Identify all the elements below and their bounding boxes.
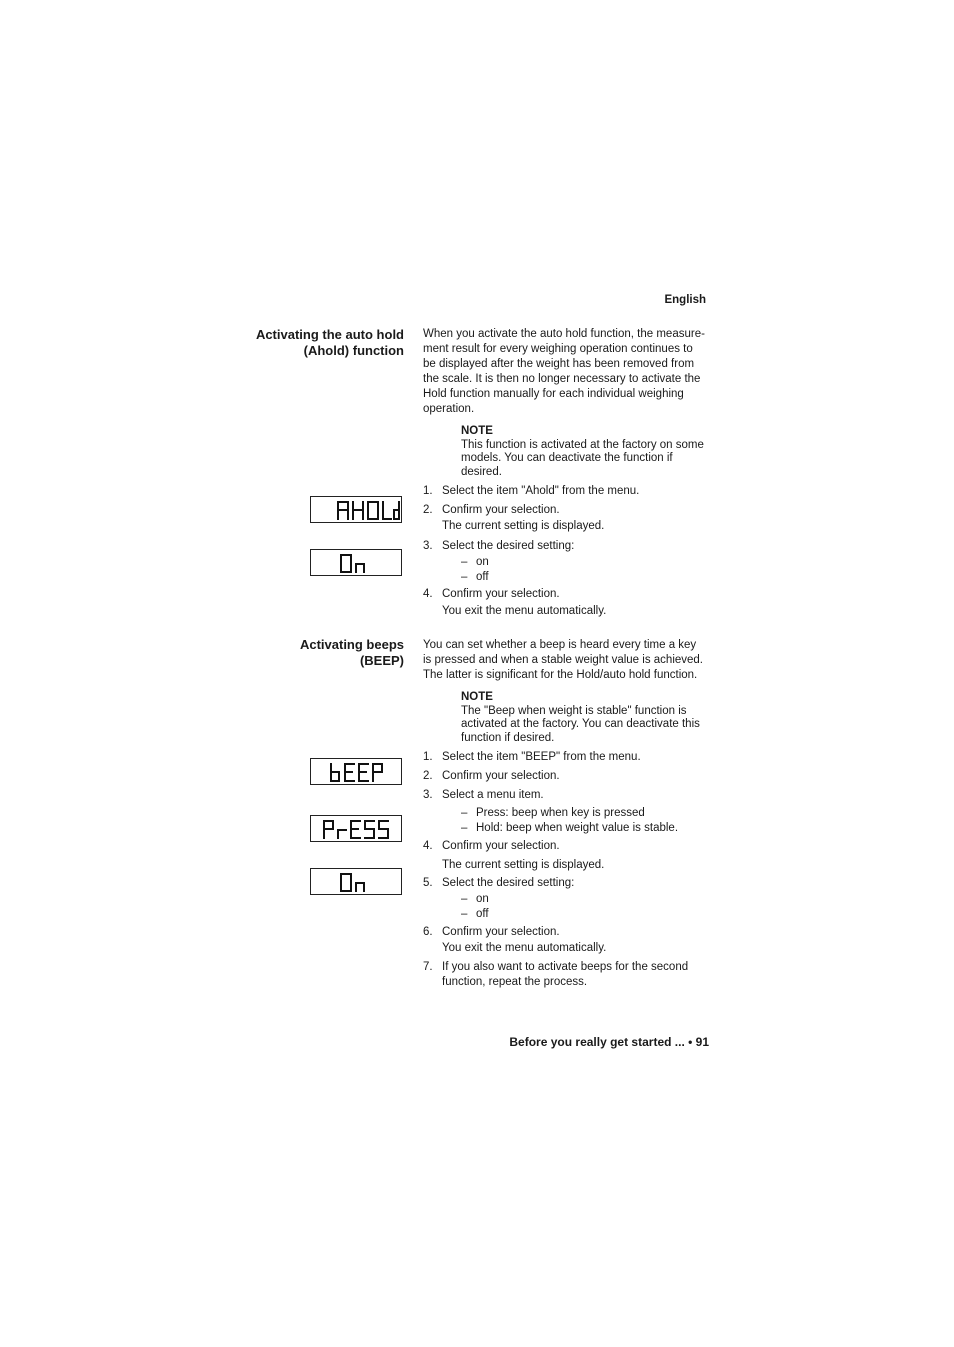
note-line: activated at the factory. You can deactivate this	[461, 718, 700, 730]
lcd-on-graphic	[311, 550, 403, 577]
paragraph-line: The latter is significant for the Hold/auto hold function.	[423, 669, 698, 681]
paragraph-line: operation.	[423, 403, 475, 415]
option-text: Hold: beep when weight value is stable.	[476, 822, 679, 834]
step-text: Select the desired setting:	[442, 540, 575, 552]
dash-bullet: –	[461, 822, 468, 834]
option-item	[461, 806, 713, 821]
dash-bullet: –	[461, 571, 468, 583]
step-number: 3.	[423, 540, 433, 552]
paragraph-line: be displayed after the weight has been removed from	[423, 358, 695, 370]
paragraph-line: is pressed and when a stable weight value is achieved.	[423, 654, 704, 666]
step-text: Select the item "BEEP" from the menu.	[442, 751, 641, 763]
heading-line: Activating beeps	[299, 637, 404, 652]
note-beep	[461, 691, 713, 745]
step-text: Confirm your selection.	[442, 770, 560, 782]
note-line: function if desired.	[461, 731, 555, 744]
step-item	[423, 925, 713, 940]
step-text: Select the item "Ahold" from the menu.	[442, 485, 640, 497]
step-number: 6.	[423, 926, 433, 938]
note-title: NOTE	[461, 691, 493, 703]
step-text: Confirm your selection.	[442, 840, 560, 852]
lcd-display	[310, 549, 402, 576]
option-text: off	[476, 571, 489, 583]
step-number: 5.	[423, 877, 433, 889]
note-title: NOTE	[461, 425, 493, 437]
paragraph-line: When you activate the auto hold function, the measure-	[423, 328, 705, 340]
step-number: 1.	[423, 751, 433, 763]
option-item	[461, 892, 713, 907]
step-text: Select the desired setting:	[442, 877, 575, 889]
step-item	[423, 960, 713, 975]
heading-line: (Ahold) function	[303, 343, 404, 358]
heading-line: Activating the auto hold	[255, 327, 404, 342]
note-line: models. You can deactivate the function if	[461, 452, 673, 464]
dash-bullet: –	[461, 807, 468, 819]
step-number: 2.	[423, 504, 433, 516]
step-item	[423, 876, 713, 891]
step-text: Confirm your selection.	[442, 926, 560, 938]
step-number: 2.	[423, 770, 433, 782]
step-number: 4.	[423, 840, 433, 852]
paragraph-line: You can set whether a beep is heard every time a key	[423, 639, 697, 651]
step-subtext: The current setting is displayed.	[442, 859, 605, 871]
lcd-on-graphic	[311, 869, 403, 896]
option-text: Press: beep when key is pressed	[476, 807, 645, 819]
step-item	[423, 750, 713, 765]
language-label: English	[664, 294, 706, 306]
step-text: If you also want to activate beeps for the second	[442, 961, 689, 973]
step-text: Confirm your selection.	[442, 588, 560, 600]
step-text: Select a menu item.	[442, 789, 544, 801]
step-item	[423, 587, 713, 602]
paragraph-line: the scale. It is then no longer necessary to activate the	[423, 373, 701, 385]
paragraph-line: ment result for every weighing operation continues to	[423, 343, 693, 355]
step-text: Confirm your selection.	[442, 504, 560, 516]
lcd-display	[310, 868, 402, 895]
option-text: off	[476, 908, 489, 920]
option-item	[461, 570, 713, 585]
section-heading-ahold	[220, 327, 404, 359]
paragraph-line: Hold function manually for each individual weighing	[423, 388, 684, 400]
step-number: 3.	[423, 789, 433, 801]
dash-bullet: –	[461, 893, 468, 905]
lcd-display	[310, 758, 402, 785]
lcd-press-graphic	[311, 816, 403, 843]
option-text: on	[476, 556, 489, 568]
note-line: The "Beep when weight is stable" function is	[461, 704, 687, 717]
note-ahold	[461, 425, 713, 479]
step-item	[423, 484, 713, 499]
step-item	[423, 539, 713, 554]
option-item	[461, 821, 713, 836]
option-text: on	[476, 893, 489, 905]
intro-paragraph-ahold	[423, 327, 713, 417]
step-item	[423, 788, 713, 803]
note-line: This function is activated at the factory on some	[461, 438, 704, 451]
lcd-display	[310, 815, 402, 842]
lcd-ahold-graphic	[311, 497, 403, 524]
step-item	[423, 769, 713, 784]
heading-line: (BEEP)	[359, 653, 404, 668]
option-item	[461, 555, 713, 570]
option-item	[461, 907, 713, 922]
step-number: 1.	[423, 485, 433, 497]
step-subtext: function, repeat the process.	[442, 976, 588, 988]
section-heading-beep	[220, 637, 404, 669]
step-number: 7.	[423, 961, 433, 973]
step-item	[423, 839, 713, 854]
step-subtext: The current setting is displayed.	[442, 520, 605, 532]
lcd-beep-graphic	[311, 759, 403, 786]
page-footer: Before you really get started ... • 91	[509, 1035, 709, 1049]
step-number: 4.	[423, 588, 433, 600]
dash-bullet: –	[461, 908, 468, 920]
dash-bullet: –	[461, 556, 468, 568]
step-subtext: You exit the menu automatically.	[442, 605, 607, 617]
note-line: desired.	[461, 465, 502, 478]
lcd-display	[310, 496, 402, 523]
step-subtext: You exit the menu automatically.	[442, 942, 607, 954]
step-item	[423, 503, 713, 518]
intro-paragraph-beep	[423, 638, 713, 683]
